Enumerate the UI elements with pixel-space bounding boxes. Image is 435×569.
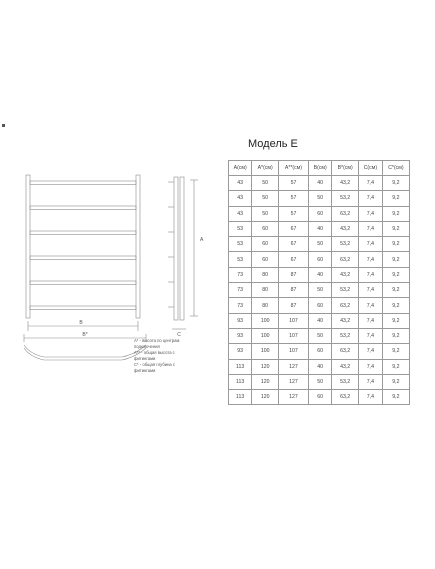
table-cell: 7,4 xyxy=(358,283,382,298)
table-cell: 43,2 xyxy=(332,359,359,374)
table-cell: 53 xyxy=(229,237,252,252)
table-cell: 107 xyxy=(278,313,308,328)
label-c: C xyxy=(177,332,181,338)
side-rail-front xyxy=(174,177,178,320)
side-rail-back xyxy=(180,177,184,320)
table-cell: 60 xyxy=(252,221,279,236)
table-cell: 80 xyxy=(252,298,279,313)
table-cell: 87 xyxy=(278,267,308,282)
table-cell: 63,2 xyxy=(332,344,359,359)
table-cell: 50 xyxy=(309,191,332,206)
table-cell: 9,2 xyxy=(382,176,409,191)
table-cell: 7,4 xyxy=(358,313,382,328)
header-cell: A*(см) xyxy=(252,161,279,176)
table-cell: 7,4 xyxy=(358,237,382,252)
table-cell: 7,4 xyxy=(358,390,382,405)
table-cell: 7,4 xyxy=(358,221,382,236)
table-cell: 40 xyxy=(309,176,332,191)
table-cell: 107 xyxy=(278,328,308,343)
table-cell: 127 xyxy=(278,390,308,405)
table-cell: 60 xyxy=(309,390,332,405)
table-cell: 9,2 xyxy=(382,267,409,282)
table-cell: 63,2 xyxy=(332,252,359,267)
label-a: A xyxy=(200,237,204,243)
table-row xyxy=(229,328,410,343)
model-title: Модель Е xyxy=(248,138,298,150)
side-brackets xyxy=(168,182,174,307)
table-cell: 40 xyxy=(309,313,332,328)
table-cell: 53,2 xyxy=(332,328,359,343)
table-cell: 7,4 xyxy=(358,176,382,191)
table-cell: 113 xyxy=(229,374,252,389)
right-rail xyxy=(136,175,140,318)
table-cell: 127 xyxy=(278,359,308,374)
table-row xyxy=(229,283,410,298)
table-cell: 50 xyxy=(252,206,279,221)
table-cell: 67 xyxy=(278,237,308,252)
label-b-total: B* xyxy=(82,332,88,338)
note-line: подключения xyxy=(134,344,160,349)
table-cell: 120 xyxy=(252,359,279,374)
table-cell: 43 xyxy=(229,206,252,221)
table-cell: 53 xyxy=(229,252,252,267)
table-cell: 9,2 xyxy=(382,283,409,298)
table-row xyxy=(229,298,410,313)
table-cell: 9,2 xyxy=(382,221,409,236)
table-cell: 67 xyxy=(278,221,308,236)
table-cell: 87 xyxy=(278,283,308,298)
table-cell: 7,4 xyxy=(358,252,382,267)
table-cell: 93 xyxy=(229,328,252,343)
bottom-connection xyxy=(24,345,146,357)
table-cell: 57 xyxy=(278,176,308,191)
table-cell: 60 xyxy=(309,298,332,313)
table-cell: 60 xyxy=(309,252,332,267)
table-cell: 50 xyxy=(309,237,332,252)
table-cell: 73 xyxy=(229,283,252,298)
table-cell: 57 xyxy=(278,191,308,206)
table-cell: 40 xyxy=(309,267,332,282)
table-cell: 9,2 xyxy=(382,374,409,389)
crossbars xyxy=(30,181,136,310)
table-body xyxy=(229,176,410,405)
table-cell: 50 xyxy=(252,176,279,191)
table-cell: 7,4 xyxy=(358,267,382,282)
table-cell: 100 xyxy=(252,328,279,343)
table-row xyxy=(229,191,410,206)
table-cell: 53,2 xyxy=(332,237,359,252)
table-row xyxy=(229,267,410,282)
table-cell: 127 xyxy=(278,374,308,389)
header-cell: C*(см) xyxy=(382,161,409,176)
table-cell: 43 xyxy=(229,176,252,191)
header-cell: B*(см) xyxy=(332,161,359,176)
table-cell: 43 xyxy=(229,191,252,206)
table-cell: 93 xyxy=(229,344,252,359)
label-b: B xyxy=(79,320,83,326)
table-cell: 63,2 xyxy=(332,206,359,221)
table-cell: 63,2 xyxy=(332,390,359,405)
table-row xyxy=(229,221,410,236)
table-row xyxy=(229,313,410,328)
table-row xyxy=(229,176,410,191)
table-cell: 53,2 xyxy=(332,191,359,206)
table-cell: 100 xyxy=(252,313,279,328)
table-cell: 7,4 xyxy=(358,344,382,359)
drawing-notes xyxy=(134,338,224,374)
table-cell: 9,2 xyxy=(382,313,409,328)
table-cell: 43,2 xyxy=(332,267,359,282)
table-cell: 73 xyxy=(229,267,252,282)
table-cell: 100 xyxy=(252,344,279,359)
table-cell: 80 xyxy=(252,267,279,282)
table-cell: 9,2 xyxy=(382,328,409,343)
table-cell: 67 xyxy=(278,252,308,267)
table-cell: 9,2 xyxy=(382,298,409,313)
header-cell: B(см) xyxy=(309,161,332,176)
table-cell: 7,4 xyxy=(358,206,382,221)
table-cell: 7,4 xyxy=(358,359,382,374)
table-row xyxy=(229,252,410,267)
table-cell: 43,2 xyxy=(332,221,359,236)
table-cell: 9,2 xyxy=(382,237,409,252)
table-cell: 50 xyxy=(252,191,279,206)
table-cell: 120 xyxy=(252,374,279,389)
table-cell: 60 xyxy=(309,344,332,359)
note-line: A** - общая высота с xyxy=(134,350,175,355)
note-line: C* - общая глубина с xyxy=(134,362,175,367)
table-cell: 87 xyxy=(278,298,308,313)
left-rail xyxy=(26,175,30,318)
table-cell: 53,2 xyxy=(332,283,359,298)
header-cell: A(см) xyxy=(229,161,252,176)
side-view xyxy=(168,177,198,329)
note-line: фитингами xyxy=(134,356,156,361)
table-cell: 40 xyxy=(309,221,332,236)
table-row xyxy=(229,344,410,359)
table-cell: 7,4 xyxy=(358,298,382,313)
table-cell: 57 xyxy=(278,206,308,221)
dimensions-table xyxy=(228,160,410,405)
table-row xyxy=(229,374,410,389)
note-line: A* - высота по центрам xyxy=(134,338,180,343)
table-cell: 93 xyxy=(229,313,252,328)
table-cell: 120 xyxy=(252,390,279,405)
table-cell: 9,2 xyxy=(382,344,409,359)
table-cell: 107 xyxy=(278,344,308,359)
table-cell: 43,2 xyxy=(332,176,359,191)
table-cell: 7,4 xyxy=(358,374,382,389)
table-cell: 113 xyxy=(229,390,252,405)
table-cell: 53,2 xyxy=(332,374,359,389)
table-cell: 9,2 xyxy=(382,390,409,405)
table-cell: 40 xyxy=(309,359,332,374)
table-cell: 73 xyxy=(229,298,252,313)
table-row xyxy=(229,359,410,374)
table-cell: 80 xyxy=(252,283,279,298)
header-cell: A**(см) xyxy=(278,161,308,176)
table-cell: 113 xyxy=(229,359,252,374)
table-cell: 9,2 xyxy=(382,206,409,221)
table-row xyxy=(229,206,410,221)
table-cell: 53 xyxy=(229,221,252,236)
table-cell: 9,2 xyxy=(382,191,409,206)
table-row xyxy=(229,390,410,405)
table-header-row xyxy=(229,161,410,176)
table-cell: 60 xyxy=(252,237,279,252)
table-cell: 63,2 xyxy=(332,298,359,313)
table-cell: 50 xyxy=(309,328,332,343)
table-cell: 43,2 xyxy=(332,313,359,328)
table-cell: 9,2 xyxy=(382,252,409,267)
table-cell: 50 xyxy=(309,374,332,389)
table-cell: 9,2 xyxy=(382,359,409,374)
table-cell: 7,4 xyxy=(358,328,382,343)
table-cell: 60 xyxy=(309,206,332,221)
note-line: фитингами xyxy=(134,368,156,373)
table-cell: 7,4 xyxy=(358,191,382,206)
table-cell: 60 xyxy=(252,252,279,267)
table-cell: 50 xyxy=(309,283,332,298)
table-row xyxy=(229,237,410,252)
header-cell: C(см) xyxy=(358,161,382,176)
